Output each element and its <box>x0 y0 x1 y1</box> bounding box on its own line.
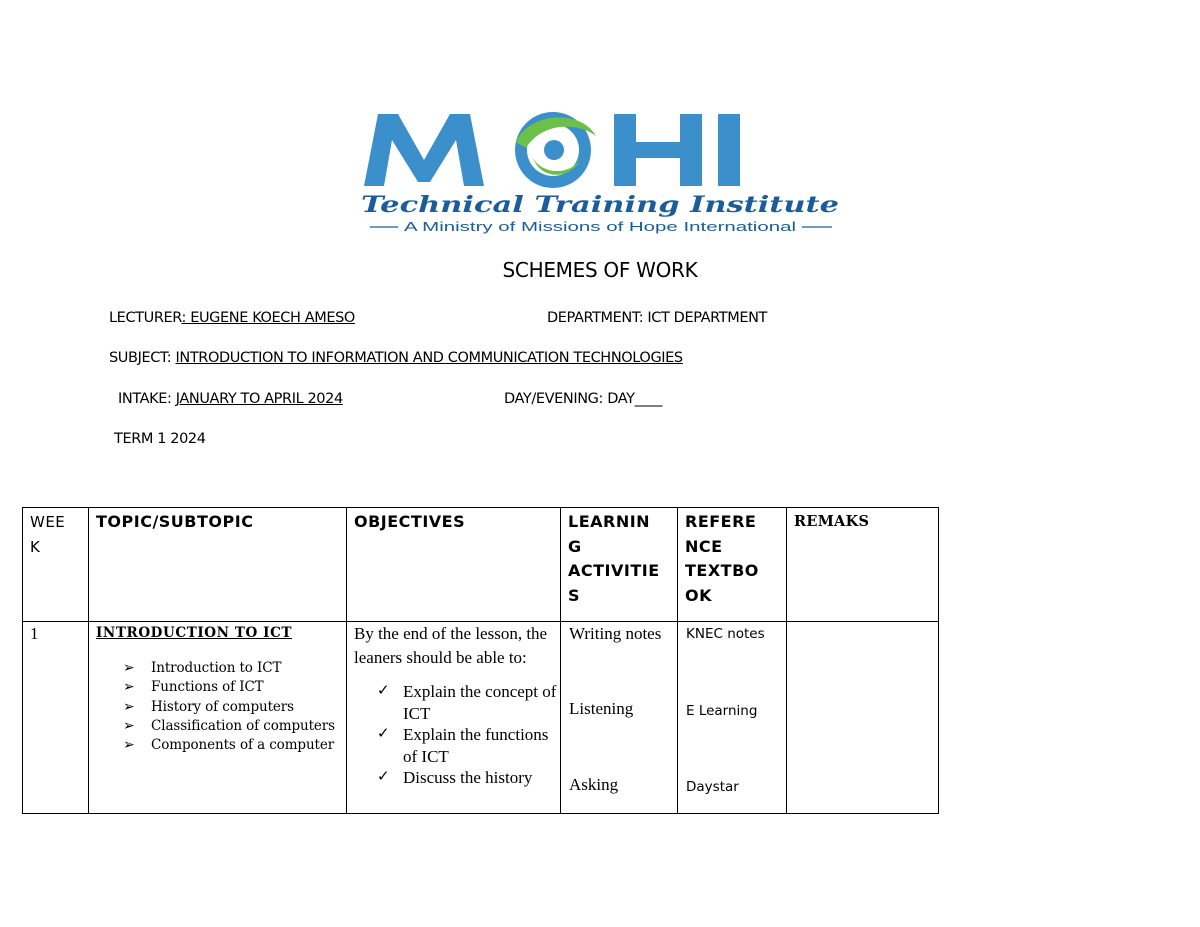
table-row <box>23 622 939 814</box>
reference-cell <box>678 622 787 814</box>
checkmark-icon: ✓ <box>377 767 390 785</box>
term-label: TERM 1 2024 <box>114 431 206 447</box>
term-line <box>114 431 206 447</box>
objectives-cell <box>347 622 561 814</box>
activity-item: Asking <box>569 775 619 794</box>
activities-cell <box>561 622 678 814</box>
objectives-intro: By the end of the lesson, the leaners should be able to: <box>354 624 548 667</box>
header-reference: REFERE NCE TEXTBO OK <box>678 508 787 622</box>
list-item: ✓ Explain the functions of ICT <box>377 724 549 766</box>
intake-label: INTAKE: <box>118 391 176 407</box>
mohi-logo <box>358 108 842 236</box>
subject-label: SUBJECT: <box>109 350 176 366</box>
activity-item: Writing notes <box>569 624 662 643</box>
header-objectives: OBJECTIVES <box>347 508 561 622</box>
lecturer-line <box>109 310 355 326</box>
arrow-bullet-icon: ➢ <box>123 660 135 676</box>
day-label: DAY/EVENING: DAY <box>504 391 635 407</box>
arrow-bullet-icon: ➢ <box>123 717 135 734</box>
day-line <box>504 391 662 407</box>
objectives-list <box>347 681 560 789</box>
subject-value: INTRODUCTION TO INFORMATION AND COMMUNICATION TECHNOLOGIES <box>175 350 683 366</box>
arrow-bullet-icon: ➢ <box>123 737 135 754</box>
reference-item: Daystar <box>686 779 739 795</box>
checkmark-icon: ✓ <box>377 681 390 699</box>
header-week: WEE K <box>23 508 89 622</box>
subject-line <box>109 350 683 366</box>
list-item: ➢ History of computers <box>123 698 346 717</box>
day-value: ____ <box>634 391 662 407</box>
week-cell: 1 <box>23 622 89 814</box>
remarks-cell <box>787 622 939 814</box>
lecturer-label: LECTURER <box>109 310 182 326</box>
page-title: SCHEMES OF WORK <box>502 258 698 282</box>
intake-line <box>118 391 343 407</box>
list-item: ➢ Functions of ICT <box>123 678 346 697</box>
activity-item: Listening <box>569 699 634 718</box>
subtopic-list <box>89 659 346 755</box>
logo-line1: Technical Training Institute <box>361 192 840 218</box>
list-item: ✓ Discuss the history <box>377 767 533 787</box>
department-label: DEPARTMENT: ICT DEPARTMENT <box>547 310 768 326</box>
header-row <box>23 508 939 622</box>
topic-cell <box>89 622 347 814</box>
schemes-table <box>22 507 939 814</box>
department-line <box>547 310 767 326</box>
reference-item: KNEC notes <box>686 626 765 642</box>
list-item: ✓ Explain the concept of ICT <box>377 681 557 723</box>
list-item: ➢ Classification of computers <box>123 717 346 736</box>
arrow-bullet-icon: ➢ <box>123 698 135 715</box>
header-activities: LEARNIN G ACTIVITIE S <box>561 508 678 622</box>
logo-line2: A Ministry of Missions of Hope International <box>404 220 796 234</box>
arrow-bullet-icon: ➢ <box>123 679 135 696</box>
intake-value: JANUARY TO APRIL 2024 <box>175 391 343 407</box>
reference-item: E Learning <box>686 703 758 719</box>
list-item: ➢ Components of a computer <box>123 736 346 755</box>
header-remarks: REMAKS <box>787 508 939 622</box>
checkmark-icon: ✓ <box>377 724 390 742</box>
lecturer-value: : EUGENE KOECH AMESO <box>181 310 355 326</box>
list-item: ➢ Introduction to ICT <box>123 659 346 678</box>
header-topic: TOPIC/SUBTOPIC <box>89 508 347 622</box>
topic-title: INTRODUCTION TO ICT <box>96 625 293 641</box>
